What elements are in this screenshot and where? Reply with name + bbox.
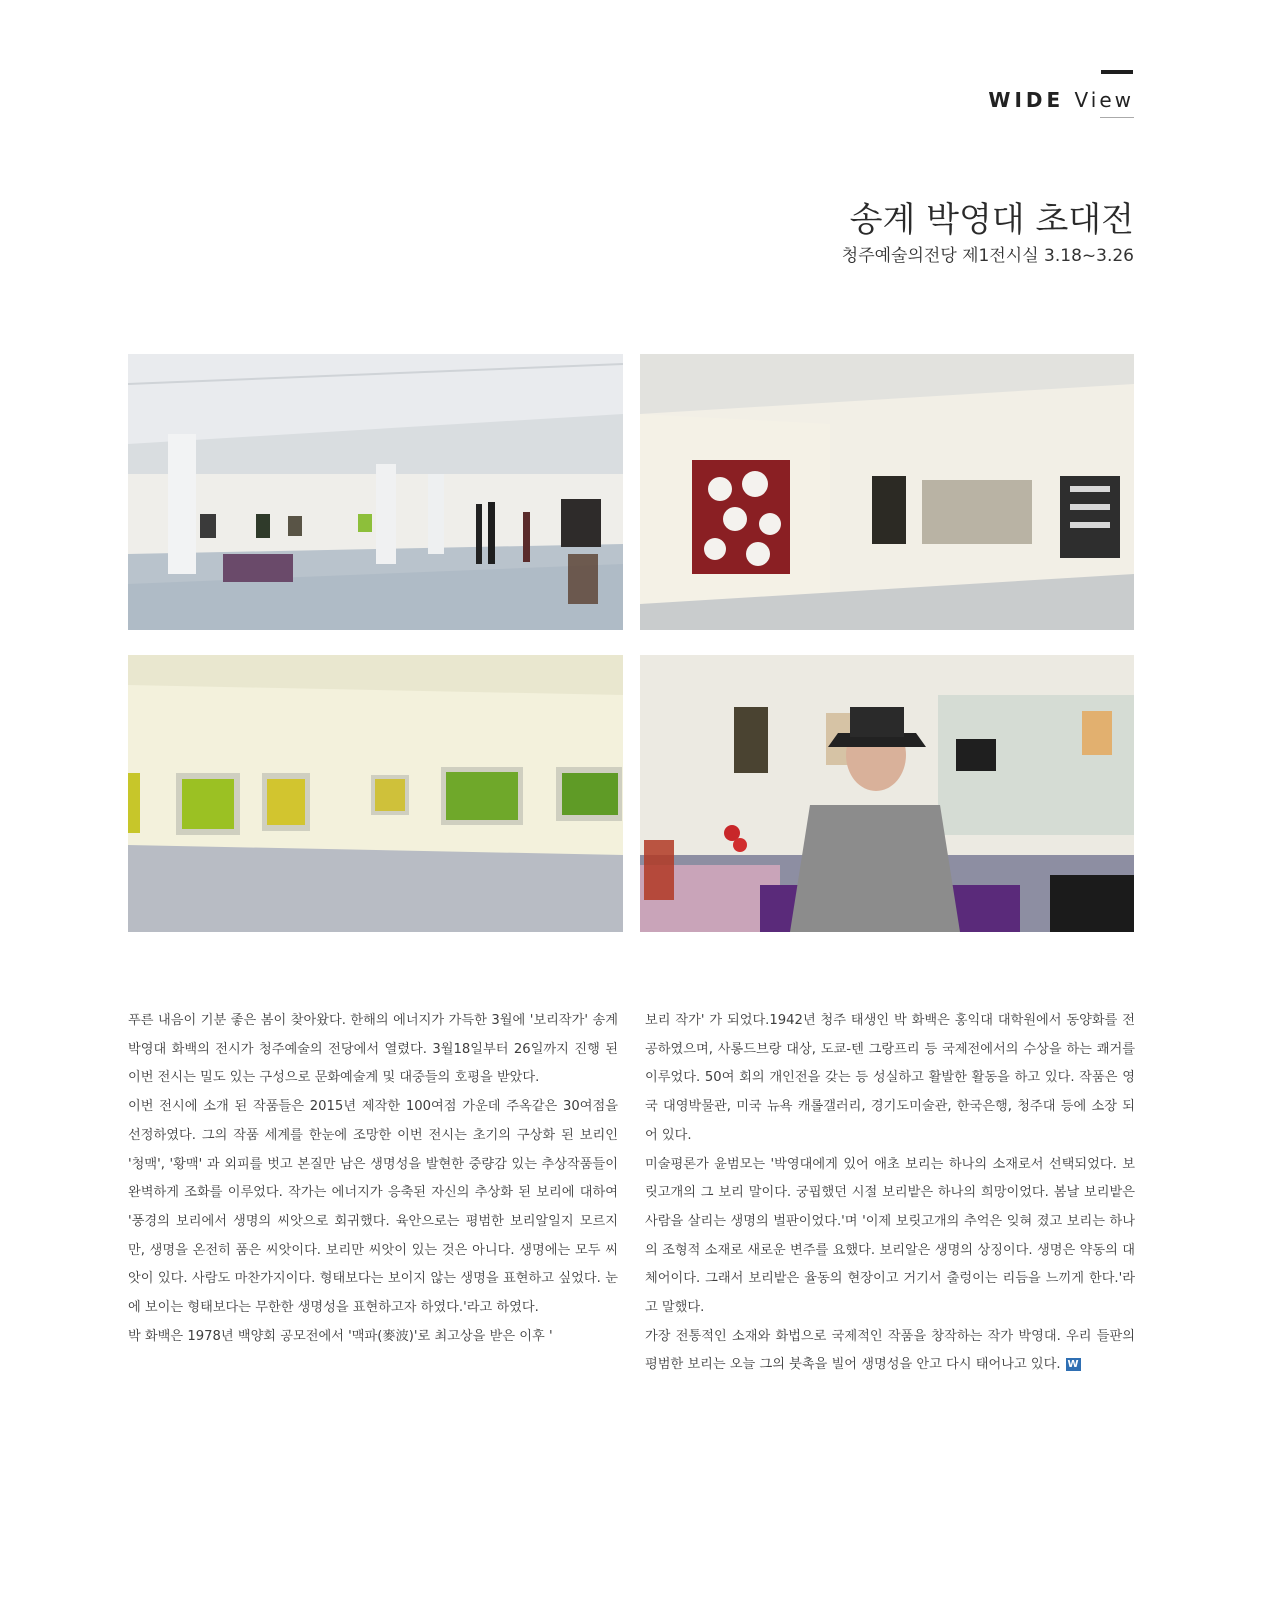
body-paragraph: 미술평론가 윤범모는 '박영대에게 있어 애초 보리는 하나의 소재로서 선택되었다. 보릿고개의 그 보리 말이다. 궁핍했던 시절 보리밭은 하나의 희망이었다. 봄날 보리밭은 사람을 살리는 생명의 벌판이었다.'며 '이제 보릿고개의 추억은 잊혀 졌고 보리는 하나의 조형적 소재로 새로운 변주를 요했다. 보리알은 생명의 상징이다. 생명은 약동의 대체어이다. 그래서 보리밭은 율동의 현장이고 거기서 출렁이는 리듬을 느끼게 한다.'라고 말했다. — [645, 1156, 1135, 1316]
article-title: 송계 박영대 초대전 — [849, 200, 1134, 240]
body-column-left — [128, 1007, 618, 1351]
body-paragraph-text: 가장 전통적인 소재와 화법으로 국제적인 작품을 창작하는 작가 박영대. 우리 들판의 평범한 보리는 오늘 그의 붓촉을 빌어 생명성을 안고 다시 태어나고 있다. — [645, 1328, 1135, 1373]
end-mark-icon: W — [1067, 1358, 1079, 1370]
artist-portrait-photo — [640, 655, 1134, 932]
header-accent-bar — [1101, 70, 1133, 74]
header-underline — [1100, 117, 1134, 118]
header-view: View — [1074, 88, 1134, 112]
body-paragraph: 보리 작가' 가 되었다.1942년 청주 태생인 박 화백은 홍익대 대학원에서 동양화를 전공하였으며, 사롱드브랑 대상, 도쿄-텐 그랑프리 등 국제전에서의 수상을 하는 쾌거를 이루었다. 50여 회의 개인전을 갖는 등 성실하고 활발한 활동을 하고 있다. 작품은 영국 대영박물관, 미국 뉴욕 캐롤갤러리, 경기도미술관, 한국은행, 청주대 등에 소장 되어 있다. — [645, 1013, 1135, 1143]
gallery-hall-photo — [128, 354, 623, 630]
barley-paintings-photo — [128, 655, 623, 932]
body-column-right — [645, 1007, 1135, 1380]
body-paragraph: 푸른 내음이 기분 좋은 봄이 찾아왔다. 한해의 에너지가 가득한 3월에 '보리작가' 송계 박영대 화백의 전시가 청주예술의 전당에서 열렸다. 3월18일부터 26일까지 진행 된 이번 전시는 밀도 있는 구성으로 문화예술계 및 대중들의 호평을 받았다. — [128, 1013, 618, 1086]
body-paragraph: 이번 전시에 소개 된 작품들은 2015년 제작한 100여점 가운데 주옥같은 30여점을 선정하였다. 그의 작품 세계를 한눈에 조망한 이번 전시는 초기의 구상화 된 보리인 '청맥', '황맥' 과 외피를 벗고 본질만 남은 생명성을 발현한 중량감 있는 추상작품들이 완벽하게 조화를 이루었다. 작가는 에너지가 응축된 자신의 추상화 된 보리에 대하여 '풍경의 보리에서 생명의 씨앗으로 회귀했다. 육안으로는 평범한 보리알일지 모르지만, 생명을 온전히 품은 씨앗이다. 보리만 씨앗이 있는 것은 아니다. 생명에는 모두 씨앗이 있다. 사람도 마찬가지이다. 형태보다는 보이지 않는 생명을 표현하고 싶었다. 눈에 보이는 형태보다는 무한한 생명성을 표현하고자 하였다.'라고 하였다. — [128, 1099, 618, 1316]
header-wide: WIDE — [988, 88, 1065, 112]
abstract-paintings-photo — [640, 354, 1134, 630]
section-header — [988, 88, 1134, 112]
article-subtitle: 청주예술의전당 제1전시실 3.18~3.26 — [841, 246, 1134, 266]
body-paragraph-last — [645, 1323, 1135, 1380]
body-paragraph: 박 화백은 1978년 백양회 공모전에서 '맥파(麥波)'로 최고상을 받은 이후 ' — [128, 1328, 553, 1344]
